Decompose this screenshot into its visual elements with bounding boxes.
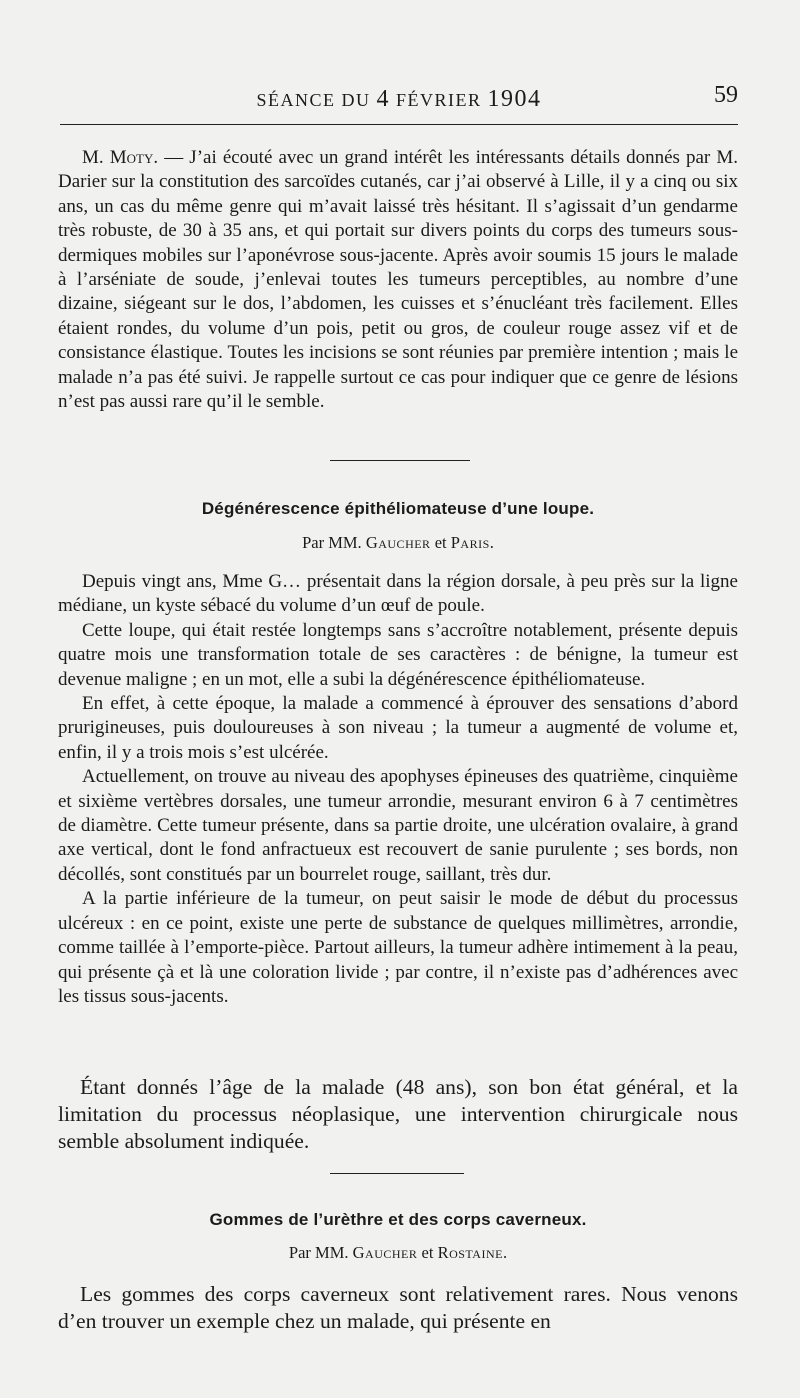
authors-join: et <box>430 533 451 552</box>
authors-suffix: . <box>502 1243 508 1262</box>
authors-prefix: Par MM. <box>288 1243 353 1262</box>
page-number: 59 <box>714 82 738 108</box>
section-divider <box>330 1173 464 1174</box>
moty-text: — J’ai écouté avec un grand intérêt les intéressants détails donnés par M. Darier sur la constitution des sarcoïdes cutanés, car j’ai observé à Lille, il y a cinq ou six ans, un cas du même genre qui m’avait laissé très hésitant. Il s’agissait d’un gendarme très robuste, de 30 à 35 ans, et qui portait sur divers points du corps des tumeurs sous-dermiques mobiles sur l’aponévrose sous-jacente. Après avoir soumis 15 jours le malade à l’arséniate de soude, j’enlevai toutes les tumeurs perceptibles, au nombre d’une dizaine, siégeant sur le dos, l’abdomen, les cuisses et s’énucléant très facilement. Elles étaient rondes, du volume d’un pois, petit ou gros, de couleur rouge assez vif et de consistance élastique. Toutes les incisions se sont réunies par première intention ; mais le malade n’a pas été suivi. Je rappelle surtout ce cas pour indiquer que ce genre de lésions n’est pas aussi rare qu’il le semble. <box>58 147 738 413</box>
authors-suffix: . <box>489 533 494 552</box>
running-header <box>60 80 738 116</box>
body-paragraph: En effet, à cette époque, la malade a commencé à éprouver des sensations d’abord prurigineuses, puis douloureuses à son niveau ; la tumeur a augmenté de volume et, enfin, il y a trois mois s’est ulcérée. <box>58 693 738 763</box>
section-authors <box>58 533 738 553</box>
author-name: Paris <box>450 533 490 552</box>
section-divider <box>330 460 470 461</box>
title-year: 1904 <box>487 86 542 112</box>
section1-conclusion <box>58 1074 738 1155</box>
title-day: 4 <box>376 86 390 112</box>
section-title-gommes: Gommes de l’urèthre et des corps caverneux. <box>209 1210 587 1229</box>
title-session: SÉANCE DU <box>256 90 377 110</box>
body-paragraph: Cette loupe, qui était restée longtemps sans s’accroître notablement, présente depuis quatre mois une transformation totale de ses caractères : de bénigne, la tumeur est devenue maligne ; en un mot, elle a subi la dégénérescence épithéliomateuse. <box>58 619 738 690</box>
author-name: Rostaine <box>437 1243 503 1262</box>
body-paragraph: Les gommes des corps caverneux sont relativement rares. Nous venons d’en trouver un exemple chez un malade, qui présente en <box>58 1282 738 1333</box>
author-name: Gaucher <box>365 533 431 552</box>
authors-join: et <box>417 1243 438 1262</box>
body-paragraph: Depuis vingt ans, Mme G… présentait dans la région dorsale, à peu près sur la ligne médiane, un kyste sébacé du volume d’un œuf de poule. <box>58 571 738 617</box>
section2-body <box>58 1281 738 1335</box>
moty-paragraph <box>58 146 738 414</box>
authors-prefix: Par MM. <box>302 533 366 552</box>
conclusion-paragraph: Étant donnés l’âge de la malade (48 ans), son bon état général, et la limitation du processus néoplasique, une intervention chirurgicale nous semble absolument indiquée. <box>58 1075 738 1153</box>
running-title <box>60 86 738 113</box>
section-authors <box>58 1243 738 1263</box>
body-paragraph: A la partie inférieure de la tumeur, on peut saisir le mode de début du processus ulcéreux : en ce point, existe une perte de substance de quelques millimètres, arrondie, comme taillée à l’emporte-pièce. Partout ailleurs, la tumeur adhère intimement à la peau, qui présente çà et là une coloration livide ; par contre, il n’existe pas d’adhérences avec les tissus sous-jacents. <box>58 888 738 1007</box>
header-divider <box>60 124 738 125</box>
moty-discussion <box>58 146 738 414</box>
title-month: FÉVRIER <box>390 90 488 110</box>
body-paragraph: Actuellement, on trouve au niveau des apophyses épineuses des quatrième, cinquième et sixième vertèbres dorsales, une tumeur arrondie, mesurant environ 6 à 7 centimètres de diamètre. Cette tumeur présente, dans sa partie droite, une ulcération ovalaire, à grand axe vertical, dont le fond anfractueux est recouvert de sanie purulente ; ses bords, non décollés, sont constitués par un bourrelet rouge, saillant, très dur. <box>58 766 738 885</box>
speaker-name: M. Moty. <box>82 147 159 168</box>
section1-body <box>58 570 738 1009</box>
author-name: Gaucher <box>352 1243 418 1262</box>
section-title-degenerescence: Dégénérescence épithéliomateuse d’une loupe. <box>201 499 595 518</box>
